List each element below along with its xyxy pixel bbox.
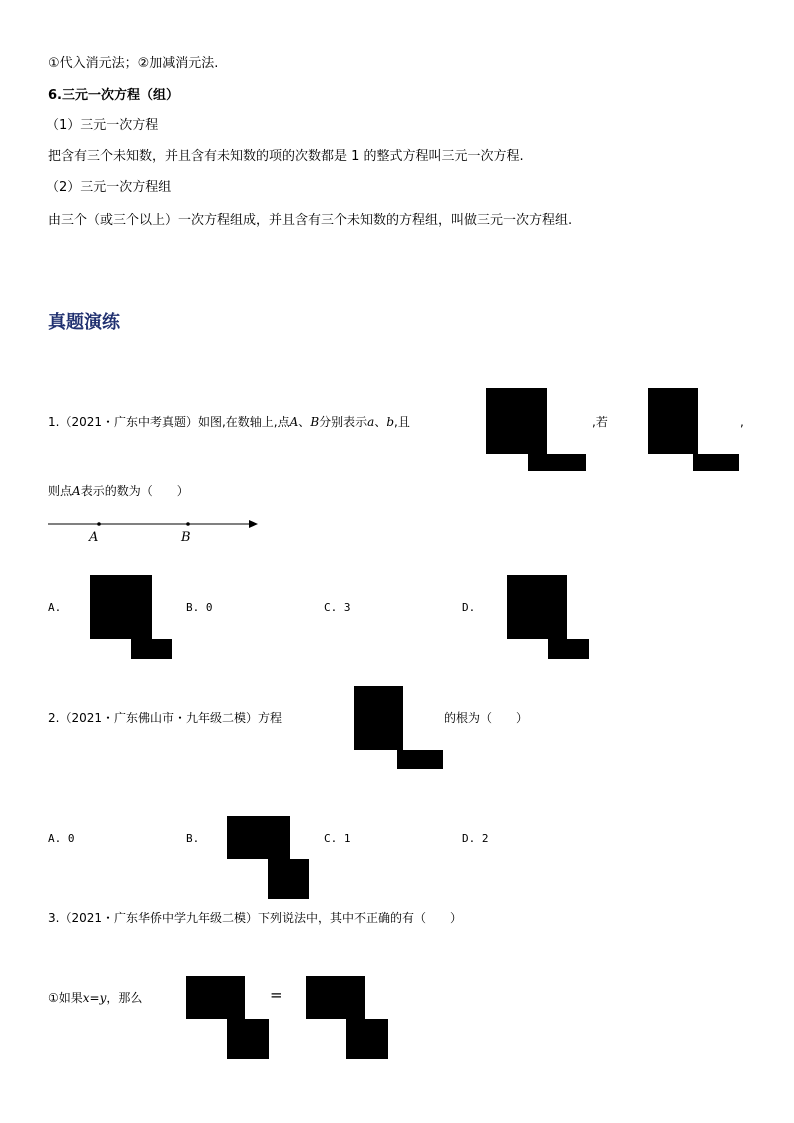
section6-title: 6.三元一次方程（组） bbox=[48, 88, 179, 103]
q2-option-b: B. bbox=[186, 832, 200, 845]
q2-option-b-image bbox=[227, 816, 290, 859]
q1-option-c: C. 3 bbox=[324, 601, 351, 614]
q3-item1-right-image bbox=[306, 976, 365, 1019]
q3-item1-var-x: x bbox=[82, 991, 90, 1005]
q1-option-a-image bbox=[90, 575, 152, 639]
q1-option-a-image-tail bbox=[131, 639, 172, 659]
q1-sep2: 、 bbox=[374, 415, 387, 429]
q3-item1-var-y: y bbox=[99, 991, 107, 1005]
sub1-text: 把含有三个未知数，并且含有未知数的项的次数都是 1 的整式方程叫三元一次方程. bbox=[48, 149, 524, 164]
q1-line2-point: A bbox=[72, 484, 81, 498]
q1-line2-part2: 表示的数为（ ） bbox=[80, 484, 189, 498]
q3-item1-equals: = bbox=[270, 986, 283, 1004]
q1-after-formula1: ,若 bbox=[592, 415, 608, 429]
q1-option-d-image-tail bbox=[548, 639, 589, 659]
q2-option-b-image-tail bbox=[268, 859, 309, 899]
q3-item1-suffix: ，那么 bbox=[106, 991, 143, 1005]
q2-option-d: D. 2 bbox=[462, 832, 489, 845]
point-a-dot bbox=[97, 522, 101, 526]
methods-line: ①代入消元法；②加减消元法. bbox=[48, 56, 219, 71]
sub1-title: （1）三元一次方程 bbox=[46, 118, 159, 133]
q3-item1 bbox=[48, 990, 142, 1006]
q3-item1-left-image bbox=[186, 976, 245, 1019]
q3-item1-right-image-tail bbox=[346, 1019, 388, 1059]
q1-formula2-image bbox=[648, 388, 698, 454]
q1-point-b: B bbox=[310, 415, 320, 429]
q1-stem-line2 bbox=[48, 483, 189, 499]
q1-stem-part1: 1.（2021・广东中考真题）如图,在数轴上,点 bbox=[48, 415, 290, 429]
sub2-title: （2）三元一次方程组 bbox=[46, 180, 172, 195]
number-line bbox=[46, 514, 266, 554]
number-line-label-a: A bbox=[89, 530, 99, 545]
q1-var-b: b bbox=[386, 415, 395, 429]
point-b-dot bbox=[186, 522, 190, 526]
q1-stem-part2: 分别表示 bbox=[319, 415, 368, 429]
q1-after-formula2: , bbox=[740, 415, 744, 429]
q1-formula1-image bbox=[486, 388, 547, 454]
q3-item1-prefix: ①如果 bbox=[48, 991, 83, 1005]
q3-item1-left-image-tail bbox=[227, 1019, 269, 1059]
q1-sep1: 、 bbox=[298, 415, 311, 429]
q1-line2-part1: 则点 bbox=[48, 484, 73, 498]
q2-stem-part2: 的根为（ ） bbox=[444, 711, 529, 725]
q1-option-a: A. bbox=[48, 601, 62, 614]
q1-stem-part3: ,且 bbox=[394, 415, 410, 429]
q1-option-d: D. bbox=[462, 601, 476, 614]
q1-formula1-image-tail bbox=[528, 454, 586, 471]
q2-option-c: C. 1 bbox=[324, 832, 351, 845]
q1-stem-line1 bbox=[48, 414, 410, 430]
q3-item1-eq: = bbox=[89, 991, 100, 1005]
q2-formula-image bbox=[354, 686, 403, 750]
q1-option-b: B. 0 bbox=[186, 601, 213, 614]
number-line-arrow-icon bbox=[249, 520, 258, 528]
q1-formula2-image-tail bbox=[693, 454, 739, 471]
q1-option-d-image bbox=[507, 575, 567, 639]
practice-heading: 真题演练 bbox=[48, 312, 120, 333]
q3-stem: 3.（2021・广东华侨中学九年级二模）下列说法中，其中不正确的有（ ） bbox=[48, 911, 462, 925]
q1-var-a: a bbox=[367, 415, 375, 429]
q2-stem-part1: 2.（2021・广东佛山市・九年级二模）方程 bbox=[48, 711, 282, 725]
q2-formula-image-tail bbox=[397, 750, 443, 769]
sub2-text: 由三个（或三个以上）一次方程组成，并且含有三个未知数的方程组，叫做三元一次方程组. bbox=[48, 213, 573, 228]
q1-point-a: A bbox=[289, 415, 299, 429]
number-line-label-b: B bbox=[181, 530, 191, 545]
q2-option-a: A. 0 bbox=[48, 832, 75, 845]
